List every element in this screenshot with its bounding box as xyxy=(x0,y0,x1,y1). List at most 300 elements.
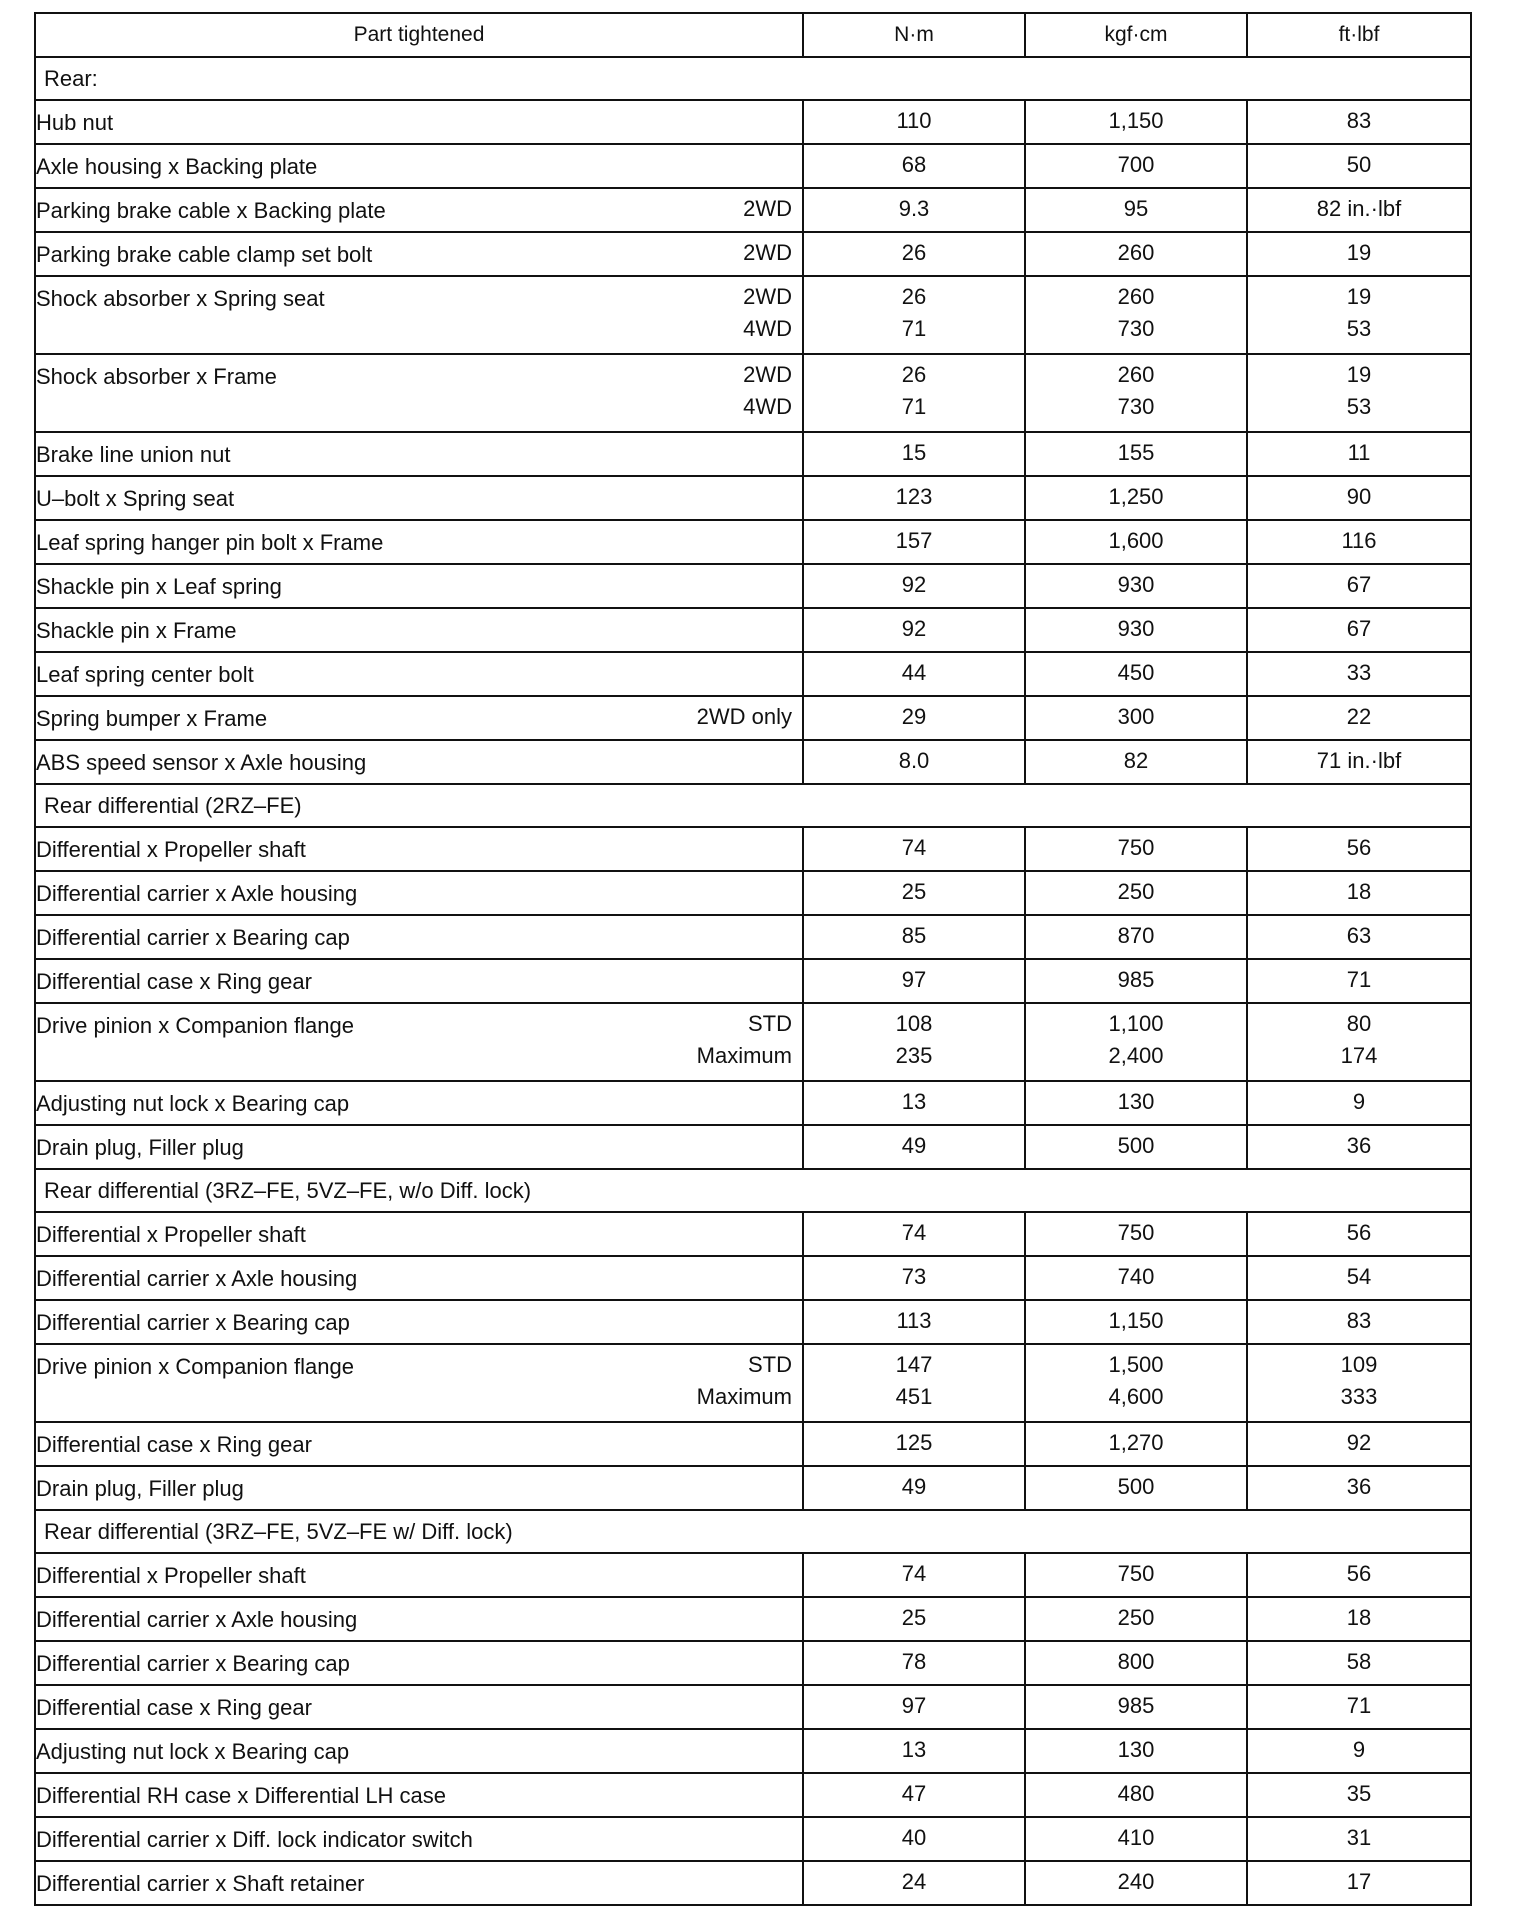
kgf-value-cell xyxy=(1025,1597,1247,1641)
part-name: Drain plug, Filler plug xyxy=(36,1476,244,1501)
part-name: Parking brake cable x Backing plate xyxy=(36,198,386,223)
torque-value: 15 xyxy=(901,440,927,465)
nm-value-cell xyxy=(803,740,1025,784)
header-ft-lbf: ft·lbf xyxy=(1247,13,1471,57)
ftlbf-value-cell xyxy=(1247,652,1471,696)
torque-value: 22 xyxy=(1346,704,1372,729)
ftlbf-value-cell xyxy=(1247,1641,1471,1685)
torque-value: 83 xyxy=(1346,108,1372,133)
part-name: Differential carrier x Bearing cap xyxy=(36,925,350,950)
nm-value-cell xyxy=(803,827,1025,871)
nm-value-cell xyxy=(803,1081,1025,1125)
torque-value: 870 xyxy=(1117,923,1155,948)
part-cell xyxy=(35,1256,803,1300)
torque-value: 300 xyxy=(1117,704,1155,729)
kgf-value-cell xyxy=(1025,100,1247,144)
part-cell xyxy=(35,354,803,432)
torque-value: 58 xyxy=(1346,1649,1372,1674)
part-cell xyxy=(35,432,803,476)
part-cell xyxy=(35,1817,803,1861)
part-cell xyxy=(35,276,803,354)
kgf-value-cell xyxy=(1025,827,1247,871)
table-row xyxy=(35,354,1471,432)
ftlbf-value-cell xyxy=(1247,1597,1471,1641)
kgf-value-cell xyxy=(1025,1685,1247,1729)
nm-value-cell xyxy=(803,1422,1025,1466)
torque-value: 125 xyxy=(895,1430,933,1455)
torque-value: 730 xyxy=(1117,316,1155,341)
variant-labels xyxy=(743,355,792,423)
variant-label: 4WD xyxy=(743,394,792,419)
section-header-row xyxy=(35,1169,1471,1212)
torque-value: 29 xyxy=(901,704,927,729)
ftlbf-value-cell xyxy=(1247,1685,1471,1729)
torque-value: 19 xyxy=(1346,362,1372,387)
section-title: Rear differential (3RZ–FE, 5VZ–FE w/ Diff. lock) xyxy=(35,1510,1471,1553)
part-name: Differential carrier x Axle housing xyxy=(36,1266,358,1291)
torque-value: 9.3 xyxy=(898,196,930,221)
ftlbf-value-cell xyxy=(1247,1125,1471,1169)
torque-value: 750 xyxy=(1117,1561,1155,1586)
torque-value: 67 xyxy=(1346,572,1372,597)
part-cell xyxy=(35,1125,803,1169)
section-header-row xyxy=(35,1510,1471,1553)
kgf-value-cell xyxy=(1025,188,1247,232)
nm-value-cell xyxy=(803,432,1025,476)
kgf-value-cell xyxy=(1025,959,1247,1003)
torque-value: 24 xyxy=(901,1869,927,1894)
part-cell xyxy=(35,1729,803,1773)
variant-label: STD xyxy=(748,1352,792,1377)
torque-value: 4,600 xyxy=(1108,1384,1164,1409)
torque-value: 500 xyxy=(1117,1133,1155,1158)
part-name: Differential carrier x Shaft retainer xyxy=(36,1871,365,1896)
ftlbf-value-cell xyxy=(1247,915,1471,959)
table-row xyxy=(35,1685,1471,1729)
variant-labels xyxy=(743,189,792,225)
kgf-value-cell xyxy=(1025,1422,1247,1466)
section-title: Rear: xyxy=(35,57,1471,100)
ftlbf-value-cell xyxy=(1247,432,1471,476)
torque-value: 750 xyxy=(1117,1220,1155,1245)
torque-value: 500 xyxy=(1117,1474,1155,1499)
nm-value-cell xyxy=(803,1212,1025,1256)
nm-value-cell xyxy=(803,1553,1025,1597)
table-row xyxy=(35,1081,1471,1125)
nm-value-cell xyxy=(803,564,1025,608)
kgf-value-cell xyxy=(1025,652,1247,696)
nm-value-cell xyxy=(803,232,1025,276)
ftlbf-value-cell xyxy=(1247,827,1471,871)
torque-value: 157 xyxy=(895,528,933,553)
part-name: Differential carrier x Axle housing xyxy=(36,1607,358,1632)
torque-value: 130 xyxy=(1117,1089,1155,1114)
part-name: Differential x Propeller shaft xyxy=(36,1563,306,1588)
part-name: Shock absorber x Frame xyxy=(36,364,277,389)
variant-label: STD xyxy=(748,1011,792,1036)
torque-value: 73 xyxy=(901,1264,927,1289)
part-cell xyxy=(35,1300,803,1344)
torque-value: 26 xyxy=(901,284,927,309)
ftlbf-value-cell xyxy=(1247,1466,1471,1510)
torque-value: 83 xyxy=(1346,1308,1372,1333)
ftlbf-value-cell xyxy=(1247,476,1471,520)
torque-value: 71 xyxy=(1346,1693,1372,1718)
part-cell xyxy=(35,232,803,276)
variant-labels xyxy=(743,233,792,269)
torque-value: 123 xyxy=(895,484,933,509)
torque-value: 35 xyxy=(1346,1781,1372,1806)
torque-value: 9 xyxy=(1352,1089,1366,1114)
torque-value: 67 xyxy=(1346,616,1372,641)
nm-value-cell xyxy=(803,1003,1025,1081)
part-cell xyxy=(35,1344,803,1422)
ftlbf-value-cell xyxy=(1247,1256,1471,1300)
part-cell xyxy=(35,1685,803,1729)
table-row xyxy=(35,1641,1471,1685)
torque-value: 8.0 xyxy=(898,748,930,773)
table-row xyxy=(35,608,1471,652)
torque-value: 1,600 xyxy=(1108,528,1164,553)
torque-value: 82 xyxy=(1123,748,1149,773)
ftlbf-value-cell xyxy=(1247,1003,1471,1081)
torque-value: 26 xyxy=(901,362,927,387)
variant-label: 2WD xyxy=(743,362,792,387)
part-name: Differential RH case x Differential LH case xyxy=(36,1783,447,1808)
ftlbf-value-cell xyxy=(1247,144,1471,188)
part-cell xyxy=(35,827,803,871)
torque-value: 53 xyxy=(1346,316,1372,341)
table-row xyxy=(35,144,1471,188)
torque-value: 82 in.·lbf xyxy=(1316,196,1402,221)
torque-value: 54 xyxy=(1346,1264,1372,1289)
torque-value: 80 xyxy=(1346,1011,1372,1036)
part-name: Differential carrier x Axle housing xyxy=(36,881,358,906)
header-kgf-cm: kgf·cm xyxy=(1025,13,1247,57)
nm-value-cell xyxy=(803,1597,1025,1641)
table-row xyxy=(35,276,1471,354)
variant-label: 2WD xyxy=(743,196,792,221)
torque-value: 92 xyxy=(901,616,927,641)
torque-value: 49 xyxy=(901,1474,927,1499)
table-row xyxy=(35,1300,1471,1344)
kgf-value-cell xyxy=(1025,520,1247,564)
ftlbf-value-cell xyxy=(1247,1861,1471,1905)
torque-value: 68 xyxy=(901,152,927,177)
torque-value: 85 xyxy=(901,923,927,948)
torque-value: 56 xyxy=(1346,1561,1372,1586)
ftlbf-value-cell xyxy=(1247,959,1471,1003)
nm-value-cell xyxy=(803,652,1025,696)
table-row xyxy=(35,1344,1471,1422)
torque-value: 109 xyxy=(1340,1352,1378,1377)
torque-value: 1,250 xyxy=(1108,484,1164,509)
part-cell xyxy=(35,1081,803,1125)
part-name: Differential case x Ring gear xyxy=(36,969,312,994)
torque-value: 13 xyxy=(901,1089,927,1114)
nm-value-cell xyxy=(803,1817,1025,1861)
part-cell xyxy=(35,696,803,740)
torque-value: 44 xyxy=(901,660,927,685)
torque-value: 36 xyxy=(1346,1474,1372,1499)
nm-value-cell xyxy=(803,1729,1025,1773)
torque-value: 740 xyxy=(1117,1264,1155,1289)
torque-value: 174 xyxy=(1340,1043,1378,1068)
part-name: Differential carrier x Diff. lock indicator switch xyxy=(36,1827,473,1852)
torque-value: 750 xyxy=(1117,835,1155,860)
variant-label: 2WD only xyxy=(696,704,792,729)
part-name: Drive pinion x Companion flange xyxy=(36,1013,354,1038)
table-row xyxy=(35,100,1471,144)
nm-value-cell xyxy=(803,476,1025,520)
ftlbf-value-cell xyxy=(1247,100,1471,144)
part-name: ABS speed sensor x Axle housing xyxy=(36,750,367,775)
nm-value-cell xyxy=(803,1256,1025,1300)
kgf-value-cell xyxy=(1025,144,1247,188)
ftlbf-value-cell xyxy=(1247,1344,1471,1422)
kgf-value-cell xyxy=(1025,1861,1247,1905)
part-name: Drain plug, Filler plug xyxy=(36,1135,244,1160)
table-row xyxy=(35,827,1471,871)
torque-value: 78 xyxy=(901,1649,927,1674)
torque-value: 260 xyxy=(1117,362,1155,387)
ftlbf-value-cell xyxy=(1247,276,1471,354)
ftlbf-value-cell xyxy=(1247,608,1471,652)
ftlbf-value-cell xyxy=(1247,1081,1471,1125)
nm-value-cell xyxy=(803,1861,1025,1905)
table-row xyxy=(35,915,1471,959)
kgf-value-cell xyxy=(1025,915,1247,959)
torque-value: 730 xyxy=(1117,394,1155,419)
part-cell xyxy=(35,1553,803,1597)
torque-value: 113 xyxy=(896,1308,932,1333)
part-name: Shackle pin x Frame xyxy=(36,618,237,643)
kgf-value-cell xyxy=(1025,1081,1247,1125)
torque-value: 26 xyxy=(901,240,927,265)
ftlbf-value-cell xyxy=(1247,520,1471,564)
table-body xyxy=(35,57,1471,1905)
ftlbf-value-cell xyxy=(1247,740,1471,784)
nm-value-cell xyxy=(803,354,1025,432)
table-row xyxy=(35,1256,1471,1300)
kgf-value-cell xyxy=(1025,871,1247,915)
table-row xyxy=(35,1466,1471,1510)
kgf-value-cell xyxy=(1025,232,1247,276)
nm-value-cell xyxy=(803,520,1025,564)
nm-value-cell xyxy=(803,1300,1025,1344)
table-row xyxy=(35,520,1471,564)
torque-value: 700 xyxy=(1117,152,1155,177)
torque-value: 1,150 xyxy=(1108,1308,1164,1333)
torque-value: 250 xyxy=(1117,1605,1155,1630)
torque-value: 25 xyxy=(901,879,927,904)
torque-value: 19 xyxy=(1346,284,1372,309)
table-row xyxy=(35,232,1471,276)
kgf-value-cell xyxy=(1025,1553,1247,1597)
part-cell xyxy=(35,188,803,232)
part-name: Leaf spring center bolt xyxy=(36,662,254,687)
torque-value: 36 xyxy=(1346,1133,1372,1158)
kgf-value-cell xyxy=(1025,432,1247,476)
part-name: Leaf spring hanger pin bolt x Frame xyxy=(36,530,384,555)
part-name: Drive pinion x Companion flange xyxy=(36,1354,354,1379)
ftlbf-value-cell xyxy=(1247,188,1471,232)
ftlbf-value-cell xyxy=(1247,354,1471,432)
ftlbf-value-cell xyxy=(1247,1212,1471,1256)
variant-label: 2WD xyxy=(743,240,792,265)
nm-value-cell xyxy=(803,871,1025,915)
torque-value: 71 xyxy=(901,316,927,341)
torque-value: 985 xyxy=(1117,1693,1155,1718)
table-row xyxy=(35,1422,1471,1466)
part-cell xyxy=(35,1422,803,1466)
part-name: Differential x Propeller shaft xyxy=(36,1222,306,1247)
table-row xyxy=(35,564,1471,608)
table-row xyxy=(35,1773,1471,1817)
torque-value: 56 xyxy=(1346,1220,1372,1245)
table-row xyxy=(35,1597,1471,1641)
part-cell xyxy=(35,1212,803,1256)
table-row xyxy=(35,1212,1471,1256)
torque-value: 130 xyxy=(1117,1737,1155,1762)
torque-value: 930 xyxy=(1117,616,1155,641)
kgf-value-cell xyxy=(1025,740,1247,784)
nm-value-cell xyxy=(803,1344,1025,1422)
part-cell xyxy=(35,100,803,144)
part-cell xyxy=(35,871,803,915)
part-name: Brake line union nut xyxy=(36,442,231,467)
nm-value-cell xyxy=(803,608,1025,652)
part-name: Differential case x Ring gear xyxy=(36,1695,312,1720)
ftlbf-value-cell xyxy=(1247,696,1471,740)
torque-value: 108 xyxy=(895,1011,933,1036)
part-name: Differential carrier x Bearing cap xyxy=(36,1310,350,1335)
section-title: Rear differential (3RZ–FE, 5VZ–FE, w/o Diff. lock) xyxy=(35,1169,1471,1212)
part-cell xyxy=(35,608,803,652)
nm-value-cell xyxy=(803,959,1025,1003)
torque-value: 985 xyxy=(1117,967,1155,992)
torque-value: 95 xyxy=(1123,196,1149,221)
torque-value: 11 xyxy=(1347,440,1371,465)
ftlbf-value-cell xyxy=(1247,1729,1471,1773)
variant-labels xyxy=(697,1004,792,1072)
nm-value-cell xyxy=(803,276,1025,354)
variant-labels xyxy=(697,1345,792,1413)
kgf-value-cell xyxy=(1025,1344,1247,1422)
table-row xyxy=(35,432,1471,476)
part-cell xyxy=(35,1597,803,1641)
torque-value: 2,400 xyxy=(1108,1043,1164,1068)
nm-value-cell xyxy=(803,100,1025,144)
torque-value: 31 xyxy=(1346,1825,1372,1850)
table-row xyxy=(35,188,1471,232)
ftlbf-value-cell xyxy=(1247,1773,1471,1817)
torque-value: 97 xyxy=(901,967,927,992)
torque-value: 116 xyxy=(1341,528,1377,553)
kgf-value-cell xyxy=(1025,1125,1247,1169)
nm-value-cell xyxy=(803,1773,1025,1817)
torque-value: 1,270 xyxy=(1108,1430,1164,1455)
kgf-value-cell xyxy=(1025,1729,1247,1773)
part-cell xyxy=(35,1003,803,1081)
part-name: U–bolt x Spring seat xyxy=(36,486,235,511)
part-cell xyxy=(35,144,803,188)
ftlbf-value-cell xyxy=(1247,1422,1471,1466)
variant-label: Maximum xyxy=(696,1384,792,1409)
torque-value: 50 xyxy=(1346,152,1372,177)
table-header-row xyxy=(35,13,1471,57)
torque-value: 240 xyxy=(1117,1869,1155,1894)
kgf-value-cell xyxy=(1025,276,1247,354)
part-cell xyxy=(35,740,803,784)
ftlbf-value-cell xyxy=(1247,871,1471,915)
torque-value: 40 xyxy=(901,1825,927,1850)
torque-value: 333 xyxy=(1340,1384,1378,1409)
table-row xyxy=(35,1003,1471,1081)
part-cell xyxy=(35,520,803,564)
torque-value: 25 xyxy=(901,1605,927,1630)
torque-value: 260 xyxy=(1117,240,1155,265)
part-name: Differential case x Ring gear xyxy=(36,1432,312,1457)
torque-value: 92 xyxy=(901,572,927,597)
torque-value: 1,500 xyxy=(1108,1352,1164,1377)
torque-value: 74 xyxy=(901,1220,927,1245)
section-header-row xyxy=(35,57,1471,100)
part-name: Adjusting nut lock x Bearing cap xyxy=(36,1091,350,1116)
part-name: Shock absorber x Spring seat xyxy=(36,286,325,311)
nm-value-cell xyxy=(803,1685,1025,1729)
ftlbf-value-cell xyxy=(1247,1817,1471,1861)
table-row xyxy=(35,476,1471,520)
kgf-value-cell xyxy=(1025,564,1247,608)
kgf-value-cell xyxy=(1025,1300,1247,1344)
variant-labels xyxy=(743,277,792,345)
torque-value: 18 xyxy=(1346,1605,1372,1630)
torque-value: 13 xyxy=(901,1737,927,1762)
torque-value: 74 xyxy=(901,835,927,860)
part-name: Adjusting nut lock x Bearing cap xyxy=(36,1739,350,1764)
ftlbf-value-cell xyxy=(1247,564,1471,608)
kgf-value-cell xyxy=(1025,1256,1247,1300)
kgf-value-cell xyxy=(1025,1003,1247,1081)
torque-value: 451 xyxy=(895,1384,933,1409)
table-row xyxy=(35,1817,1471,1861)
torque-value: 800 xyxy=(1117,1649,1155,1674)
torque-value: 410 xyxy=(1117,1825,1155,1850)
part-name: Spring bumper x Frame xyxy=(36,706,268,731)
torque-value: 56 xyxy=(1346,835,1372,860)
part-name: Hub nut xyxy=(36,110,114,135)
table-row xyxy=(35,1729,1471,1773)
torque-value: 74 xyxy=(901,1561,927,1586)
header-newton-meter: N·m xyxy=(803,13,1025,57)
torque-value: 1,100 xyxy=(1108,1011,1164,1036)
part-name: Axle housing x Backing plate xyxy=(36,154,318,179)
kgf-value-cell xyxy=(1025,1817,1247,1861)
nm-value-cell xyxy=(803,1466,1025,1510)
part-name: Differential carrier x Bearing cap xyxy=(36,1651,350,1676)
kgf-value-cell xyxy=(1025,608,1247,652)
kgf-value-cell xyxy=(1025,354,1247,432)
torque-value: 18 xyxy=(1346,879,1372,904)
torque-value: 260 xyxy=(1117,284,1155,309)
table-row xyxy=(35,959,1471,1003)
table-row xyxy=(35,696,1471,740)
part-cell xyxy=(35,1861,803,1905)
torque-value: 155 xyxy=(1117,440,1155,465)
torque-value: 63 xyxy=(1346,923,1372,948)
torque-value: 235 xyxy=(895,1043,933,1068)
